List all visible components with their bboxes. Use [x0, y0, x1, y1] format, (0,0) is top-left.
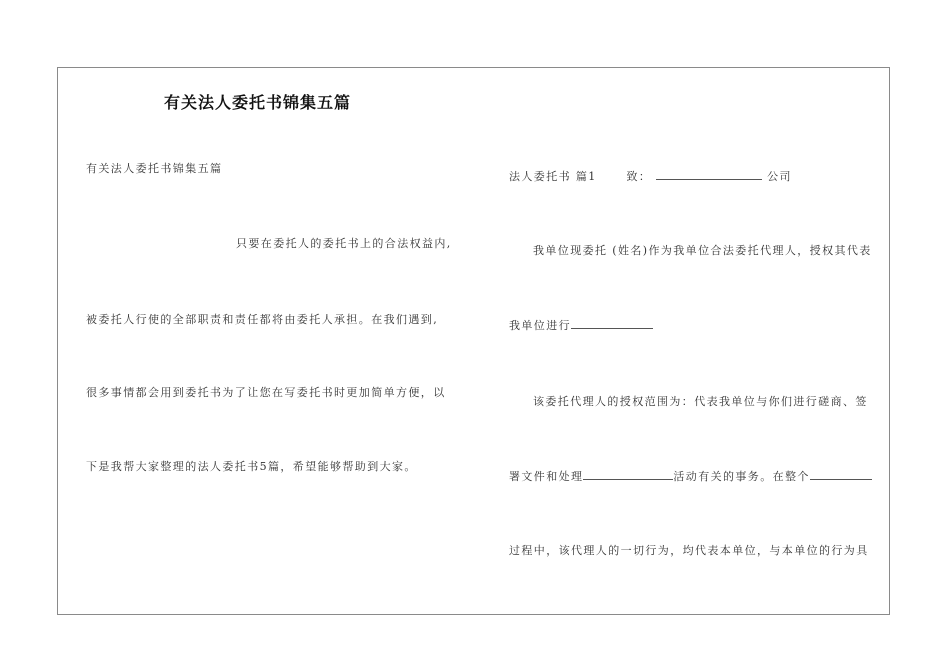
process-blank: [810, 469, 872, 480]
matter-blank: [571, 318, 653, 329]
section-heading: 法人委托书 篇1: [509, 170, 597, 183]
addressee-label: 致：: [626, 170, 652, 183]
right-line-1: [509, 168, 792, 184]
left-paragraph-line-4: 下是我帮大家整理的法人委托书5篇，希望能够帮助到大家。: [86, 460, 417, 473]
left-paragraph-line-3: 很多事情都会用到委托书为了让您在写委托书时更加简单方便，以: [86, 386, 446, 399]
left-paragraph-line-2: 被委托人行使的全部职责和责任都将由委托人承担。在我们遇到,: [86, 313, 439, 326]
left-paragraph-line-1: 只要在委托人的委托书上的合法权益内,: [236, 237, 452, 250]
right-line-6: 过程中，该代理人的一切行为，均代表本单位，与本单位的行为具: [509, 544, 869, 557]
document-title: 有关法人委托书锦集五篇: [164, 93, 352, 112]
company-suffix: 公司: [767, 170, 792, 183]
right-line-4: 该委托代理人的授权范围为：代表我单位与你们进行磋商、签: [533, 395, 868, 408]
document-frame: [57, 67, 890, 615]
left-heading: 有关法人委托书锦集五篇: [86, 162, 223, 175]
right-line-5: 署文件和处理 活动有关的事务。在整个: [509, 468, 872, 484]
activity-blank: [583, 469, 673, 480]
right-line-2: 我单位现委托 (姓名)作为我单位合法委托代理人，授权其代表: [533, 244, 872, 257]
right-line-3: 我单位进行: [509, 317, 653, 333]
company-blank: [656, 169, 762, 180]
